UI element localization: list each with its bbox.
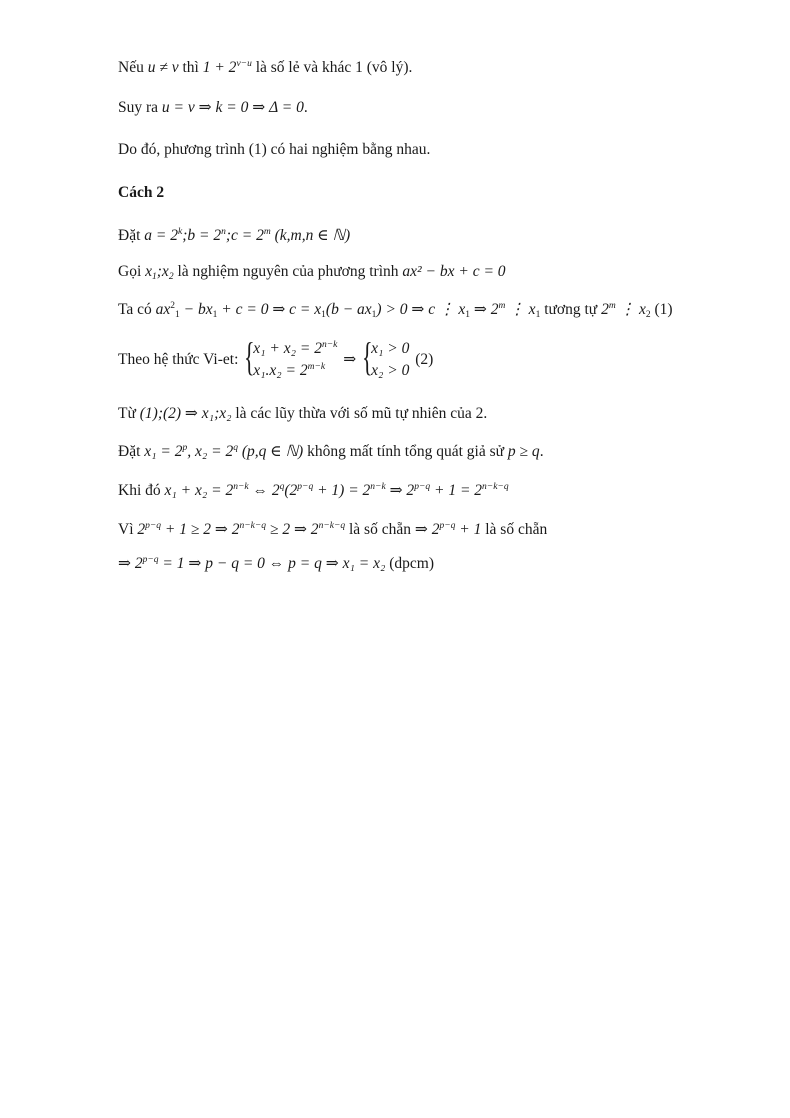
line-final: ⇒ $2^{p-q} = 1$ ⇒ p − q = 0 ⇔ p = q ⇒ x₁ = x₂ (dpcm) <box>118 555 434 572</box>
line-contradiction: Nếu u ≠ v thì $1 + 2^{v-u}$ là số lẻ và khác 1 (vô lý). <box>118 59 413 76</box>
vieta-system: { $x_1 + x_2 = 2^{n-k}$ $x_1.x_2 = 2^{m-k}$ <box>244 334 338 380</box>
line-two-equal-roots: Do đó, phương trình (1) có hai nghiệm bằng nhau. <box>118 141 431 158</box>
line-set-pq: Đặt $x_1 = 2^p$, $x_2 = 2^q$ (p,q ∈ ℕ) không mất tính tổng quát giả sử p ≥ q. <box>118 443 544 460</box>
line-vieta: Theo hệ thức Vi-et: { $x_1 + x_2 = 2^{n-k}$ $x_1.x_2 = 2^{m-k}$ ⇒ { x₁ > 0 x₂ > 0 (2) <box>118 338 433 382</box>
line-parity: Vì $2^{p-q} + 1 \ge 2$ ⇒ $2^{n-k-q} \ge 2$ ⇒ $2^{n-k-q}$ là số chẵn ⇒ $2^{p-q} + 1$ là số chẵn <box>118 521 548 538</box>
positivity-system: { x₁ > 0 x₂ > 0 <box>362 334 410 380</box>
line-divisibility: Ta có $ax^2_1 - bx_1 + c = 0$ ⇒ $c = x_1(b - ax_1) > 0$ ⇒ c ⋮ $x_1$ ⇒ 2$^m$ ⋮ $x_1$ tương tự 2$^m$ ⋮ $x_2$ (1) <box>118 301 673 320</box>
line-roots: Gọi $x_1;x_2$ là nghiệm nguyên của phương trình ax² − bx + c = 0 <box>118 263 506 282</box>
line-powers-of-two: Từ (1);(2) ⇒ x₁;x₂ là các lũy thừa với số mũ tự nhiên của 2. <box>118 405 488 422</box>
section-heading: Cách 2 <box>118 184 165 201</box>
line-set-abc: Đặt $a = 2^k;b$ = $2^n;c = 2^m$ (k,m,n ∈ ℕ) <box>118 227 351 244</box>
line-conclusion: Suy ra u = v ⇒ k = 0 ⇒ Δ = 0. <box>118 99 308 116</box>
line-sum-equation: Khi đó $x_1 + x_2 = 2^{n-k}$ ⇔ $2^q(2^{p-q} + 1) = 2^{n-k}$ ⇒ $2^{p-q} + 1 = 2^{n-k-q}$ <box>118 482 509 499</box>
